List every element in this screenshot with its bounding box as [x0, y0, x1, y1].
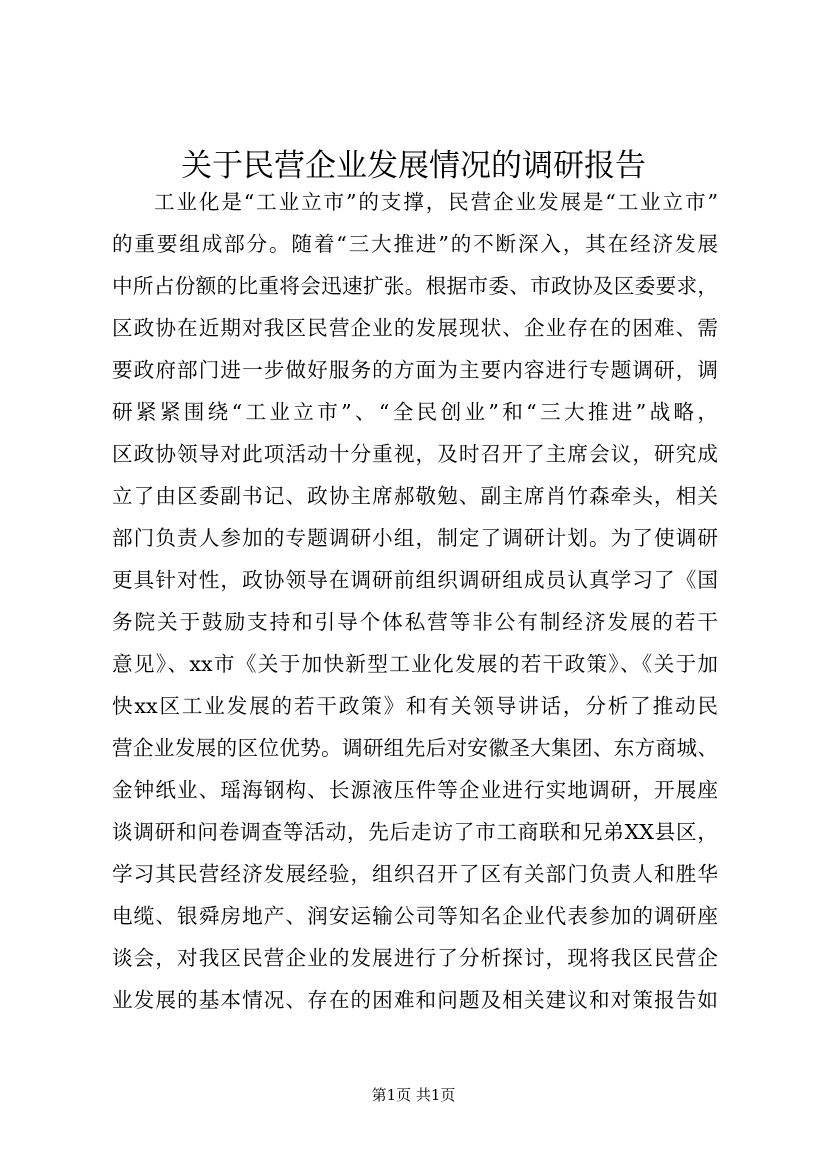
body-line: 的重要组成部分。随着“三大推进”的不断深入，其在经济发展: [112, 232, 718, 256]
body-line: 营企业发展的区位优势。调研组先后对安徽圣大集团、东方商城、: [112, 736, 718, 760]
body-line: 快xx区工业发展的若干政策》和有关领导讲话，分析了推动民: [112, 694, 718, 718]
body-line: 金钟纸业、瑶海钢构、长源液压件等企业进行实地调研，开展座: [112, 778, 718, 802]
body-line: 更具针对性，政协领导在调研前组织调研组成员认真学习了《国: [112, 568, 718, 592]
body-line: 谈会，对我区民营企业的发展进行了分析探讨，现将我区民营企: [112, 946, 718, 970]
body-line: 要政府部门进一步做好服务的方面为主要内容进行专题调研，调: [112, 358, 718, 382]
body-line: 区政协领导对此项活动十分重视，及时召开了主席会议，研究成: [112, 442, 718, 466]
body-line: 谈调研和问卷调查等活动，先后走访了市工商联和兄弟XX县区，: [112, 820, 718, 844]
body-line: 业发展的基本情况、存在的困难和问题及相关建议和对策报告如: [112, 988, 718, 1012]
body-line: 学习其民营经济发展经验，组织召开了区有关部门负责人和胜华: [112, 862, 718, 886]
body-line: 意见》、xx市《关于加快新型工业化发展的若干政策》、《关于加: [112, 652, 718, 676]
document-title: 关于民营企业发展情况的调研报告: [181, 148, 646, 184]
body-line: 部门负责人参加的专题调研小组，制定了调研计划。为了使调研: [112, 526, 718, 550]
body-line: 立了由区委副书记、政协主席郝敬勉、副主席肖竹森牵头，相关: [112, 484, 718, 508]
body-line: 研紧紧围绕“工业立市”、“全民创业”和“三大推进”战略，: [112, 400, 718, 424]
body-line: 工业化是“工业立市”的支撑，民营企业发展是“工业立市”: [154, 190, 718, 214]
body-line: 电缆、银舜房地产、润安运输公司等知名企业代表参加的调研座: [112, 904, 718, 928]
body-line: 区政协在近期对我区民营企业的发展现状、企业存在的困难、需: [112, 316, 718, 340]
body-line: 中所占份额的比重将会迅速扩张。根据市委、市政协及区委要求，: [112, 274, 718, 298]
page-number: 第1页 共1页: [371, 1086, 456, 1104]
body-line: 务院关于鼓励支持和引导个体私营等非公有制经济发展的若干: [112, 610, 718, 634]
